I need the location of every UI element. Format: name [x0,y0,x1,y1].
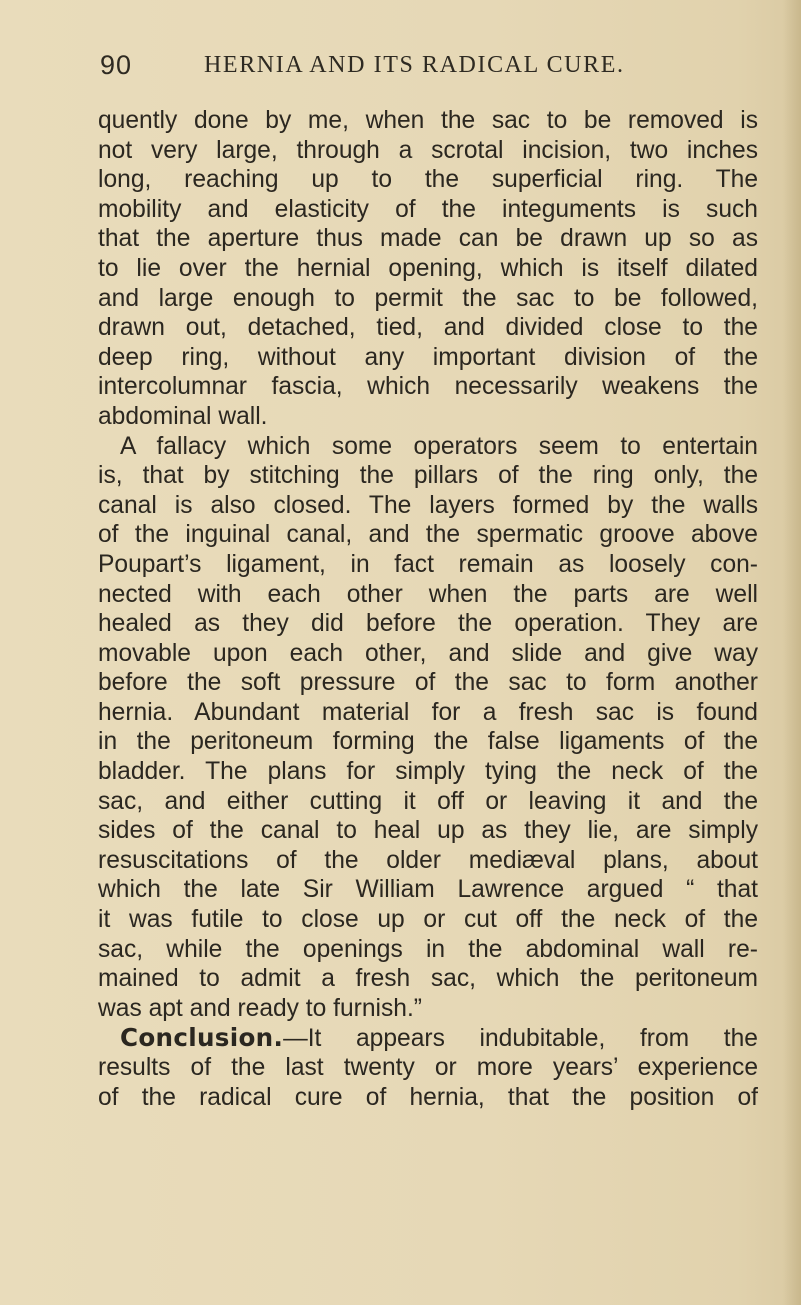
text-line: long, reaching up to the superficial ring. The [98,166,758,194]
text-line: deep ring, without any important division of the [98,343,758,371]
text-line: nected with each other when the parts are well [98,580,758,608]
text-line: is, that by stitching the pillars of the ring only, the [98,462,758,490]
text-line: sac, while the openings in the abdominal wall re- [98,935,758,963]
text-line: hernia. Abundant material for a fresh sac is found [98,698,758,726]
text-line: of the radical cure of hernia, that the position of [98,1083,758,1111]
page-header [100,50,740,86]
conclusion-heading: Conclusion. [120,1023,284,1053]
text-line: healed as they did before the operation. They are [98,610,758,638]
text-line: of the inguinal canal, and the spermatic groove above [98,521,758,549]
page-number: 90 [100,50,133,80]
text-line: mobility and elasticity of the integuments is such [98,195,758,223]
text-line: sac, and either cutting it off or leaving it and the [98,787,758,815]
page-edge-shadow [783,0,801,1305]
text-line: canal is also closed. The layers formed by the walls [98,491,758,519]
text-line: intercolumnar fascia, which necessarily weakens the [98,373,758,401]
text-line [98,1023,758,1053]
text-line: it was futile to close up or cut off the neck of the [98,906,758,934]
text-fragment: —It appears indubitable, from the [283,1025,758,1053]
text-line: movable upon each other, and slide and give way [98,639,758,667]
text-line: Poupart’s ligament, in fact remain as loosely con- [98,550,758,578]
text-line: bladder. The plans for simply tying the neck of the [98,758,758,786]
text-line: sides of the canal to heal up as they lie, are simply [98,817,758,845]
text-line: in the peritoneum forming the false ligaments of the [98,728,758,756]
paragraph-1 [98,106,758,432]
body-text [98,106,758,1112]
text-line: was apt and ready to furnish.” [98,994,422,1022]
text-line: to lie over the hernial opening, which is itself dilated [98,254,758,282]
text-line: that the aperture thus made can be drawn up so as [98,225,758,253]
text-line: not very large, through a scrotal incision, two inches [98,136,758,164]
text-line: quently done by me, when the sac to be removed is [98,107,758,134]
text-line: before the soft pressure of the sac to form another [98,669,758,697]
text-line: and large enough to permit the sac to be followed, [98,284,758,312]
text-line: which the late Sir William Lawrence argued “ that [98,876,758,904]
text-line: abdominal wall. [98,402,268,430]
text-line: results of the last twenty or more years’ experience [98,1054,758,1081]
running-title: HERNIA AND ITS RADICAL CURE. [204,52,625,78]
paragraph-3 [98,1023,758,1112]
text-line: drawn out, detached, tied, and divided close to the [98,314,758,342]
text-line: resuscitations of the older mediæval plans, about [98,846,758,874]
text-line: mained to admit a fresh sac, which the peritoneum [98,965,758,993]
paragraph-2 [98,432,758,1024]
text-line: A fallacy which some operators seem to entertain [120,432,758,460]
